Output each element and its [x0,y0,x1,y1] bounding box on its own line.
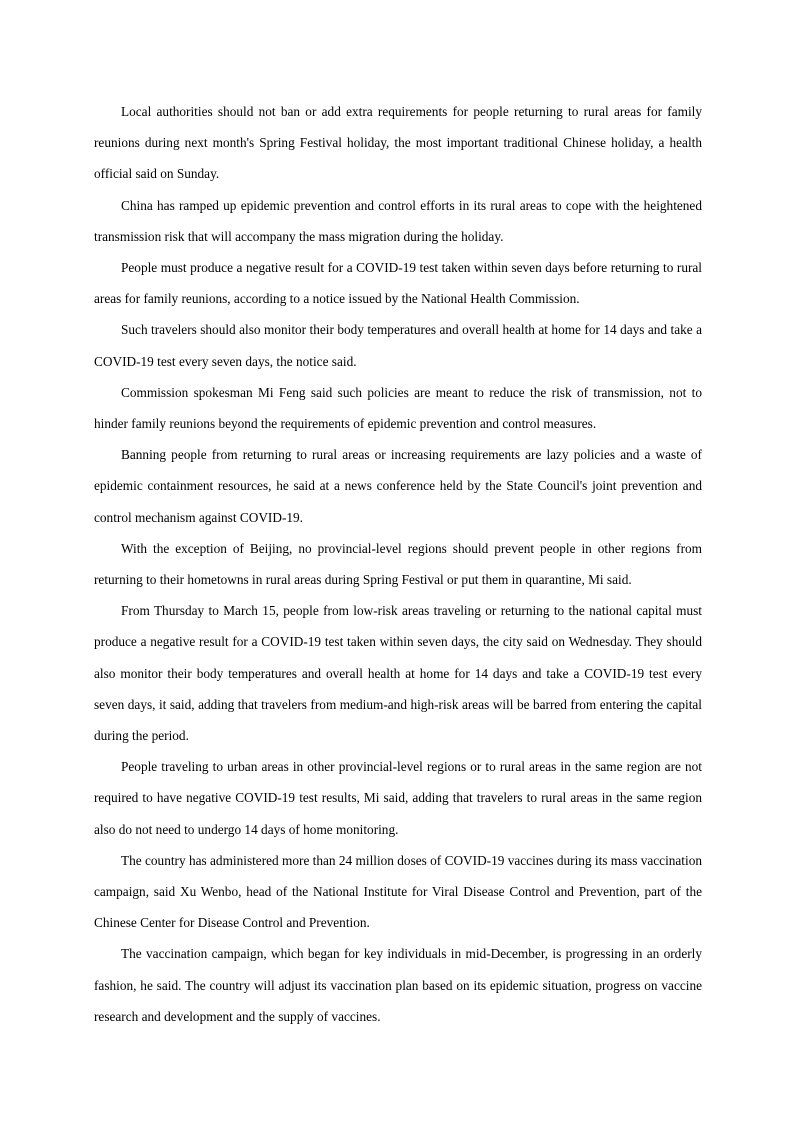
paragraph-11: The vaccination campaign, which began for key individuals in mid-December, is progressing in an orderly fashion, he said. The country will adjust its vaccination plan based on its epidemic situation, progress on vaccine research and development and the supply of vaccines. [94,946,702,1024]
paragraph-3: People must produce a negative result for a COVID-19 test taken within seven days before returning to rural areas for family reunions, according to a notice issued by the National Health Commission. [94,260,702,307]
paragraph-4: Such travelers should also monitor their body temperatures and overall health at home for 14 days and take a COVID-19 test every seven days, the notice said. [94,322,702,369]
paragraph-9: People traveling to urban areas in other provincial-level regions or to rural areas in the same region are not required to have negative COVID-19 test results, Mi said, adding that travelers to rural areas in the same region also do not need to undergo 14 days of home monitoring. [94,759,702,837]
paragraph-2: China has ramped up epidemic prevention and control efforts in its rural areas to cope with the heightened transmission risk that will accompany the mass migration during the holiday. [94,197,702,244]
paragraph-10: The country has administered more than 24 million doses of COVID-19 vaccines during its mass vaccination campaign, said Xu Wenbo, head of the National Institute for Viral Disease Control and Prevention, part of the Chinese Center for Disease Control and Prevention. [94,852,702,931]
paragraph-7: With the exception of Beijing, no provincial-level regions should prevent people in other regions from returning to their hometowns in rural areas during Spring Festival or put them in quarantine, Mi said. [94,540,702,588]
article-body [94,96,702,1032]
paragraph-8: From Thursday to March 15, people from low-risk areas traveling or returning to the national capital must produce a negative result for a COVID-19 test taken within seven days, the city said on Wednesday. They should also monitor their body temperatures and overall health at home for 14 days and take a COVID-19 test every seven days, it said, adding that travelers from medium-and high-risk areas will be barred from entering the capital during the period. [94,603,702,744]
paragraph-1: Local authorities should not ban or add extra requirements for people returning to rural areas for family reunions during next month's Spring Festival holiday, the most important traditional Chinese holiday, a health official said on Sunday. [94,104,702,182]
paragraph-5: Commission spokesman Mi Feng said such policies are meant to reduce the risk of transmission, not to hinder family reunions beyond the requirements of epidemic prevention and control measures. [94,384,702,432]
paragraph-6: Banning people from returning to rural areas or increasing requirements are lazy policies and a waste of epidemic containment resources, he said at a news conference held by the State Council's joint prevention and control mechanism against COVID-19. [94,447,702,525]
